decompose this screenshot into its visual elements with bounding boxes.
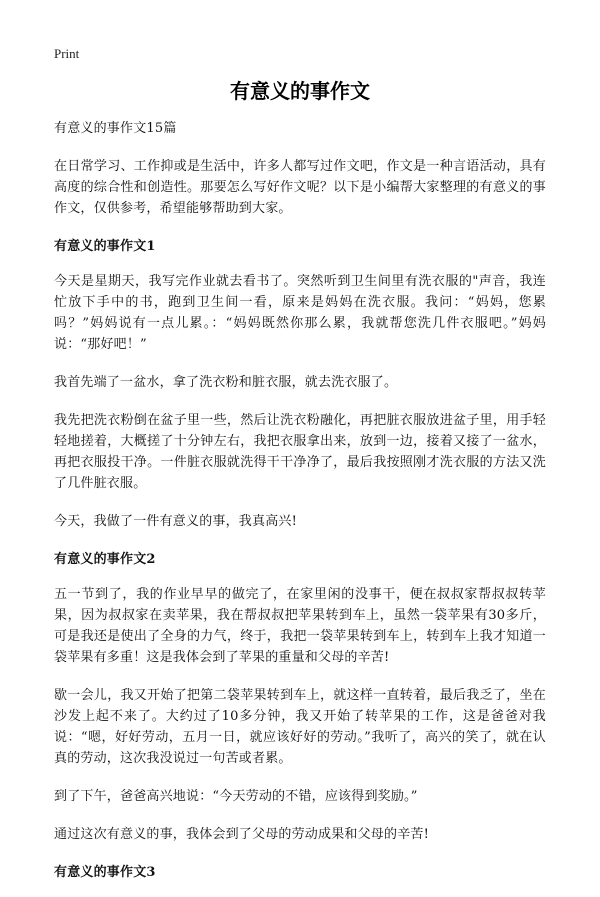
article-body <box>54 118 546 897</box>
section-heading-1: 有意义的事作文1 <box>54 239 156 254</box>
paragraph: 到了下午，爸爸高兴地说：“今天劳动的不错，应该得到奖励。” <box>54 789 418 804</box>
paragraph: 今天，我做了一件有意义的事，我真高兴! <box>54 514 298 529</box>
paragraph: 通过这次有意义的事，我体会到了父母的劳动成果和父母的辛苦! <box>54 827 430 842</box>
paragraph: 五一节到了，我的作业早早的做完了，在家里闲的没事干，便在叔叔家帮叔叔转苹果，因为叔叔家在卖苹果，我在帮叔叔把苹果转到车上，虽然一袋苹果有30多斤，可是我还是使出了全身的力气，终于，我把一袋苹果转到车上，转到车上我才知道一袋苹果有多重！这是我体会到了苹果的重量和父母的辛苦! <box>54 587 546 665</box>
paragraph: 今天是星期天，我写完作业就去看书了。突然听到卫生间里有洗衣服的"声音，我连忙放下手中的书，跑到卫生间一看，原来是妈妈在洗衣服。我问：“妈妈，您累吗？”妈妈说有一点儿累。：“妈妈既然你那么累，我就帮您洗几件衣服吧。”妈妈说：“那好吧！” <box>54 274 546 352</box>
print-link[interactable]: Print <box>54 46 80 61</box>
section-heading-3: 有意义的事作文3 <box>54 865 156 880</box>
paragraph: 歇一会儿，我又开始了把第二袋苹果转到车上，就这样一直转着，最后我乏了，坐在沙发上起不来了。大约过了10多分钟，我又开始了转苹果的工作，这是爸爸对我说：“嗯，好好劳动，五月一日，就应该好好的劳动。”我听了，高兴的笑了，就在认真的劳动，这次我没说过一句苦或者累。 <box>54 688 546 766</box>
page-title: 有意义的事作文 <box>230 79 370 103</box>
paragraph: 我先把洗衣粉倒在盆子里一些，然后让洗衣粉融化，再把脏衣服放进盆子里，用手轻轻地搓着，大概搓了十分钟左右，我把衣服拿出来，放到一边，接着又接了一盆水，再把衣服投干净。一件脏衣服就洗得干干净净了，最后我按照刚才洗衣服的方法又洗了几件脏衣服。 <box>54 413 546 491</box>
section-heading-2: 有意义的事作文2 <box>54 552 156 567</box>
paragraph: 我首先端了一盆水，拿了洗衣粉和脏衣服，就去洗衣服了。 <box>54 375 398 390</box>
intro-paragraph: 在日常学习、工作抑或是生活中，许多人都写过作文吧，作文是一种言语活动，具有高度的综合性和创造性。那要怎么写好作文呢？以下是小编帮大家整理的有意义的事作文，仅供参考，希望能够帮助到大家。 <box>54 159 546 216</box>
article-subtitle: 有意义的事作文15篇 <box>54 121 177 136</box>
